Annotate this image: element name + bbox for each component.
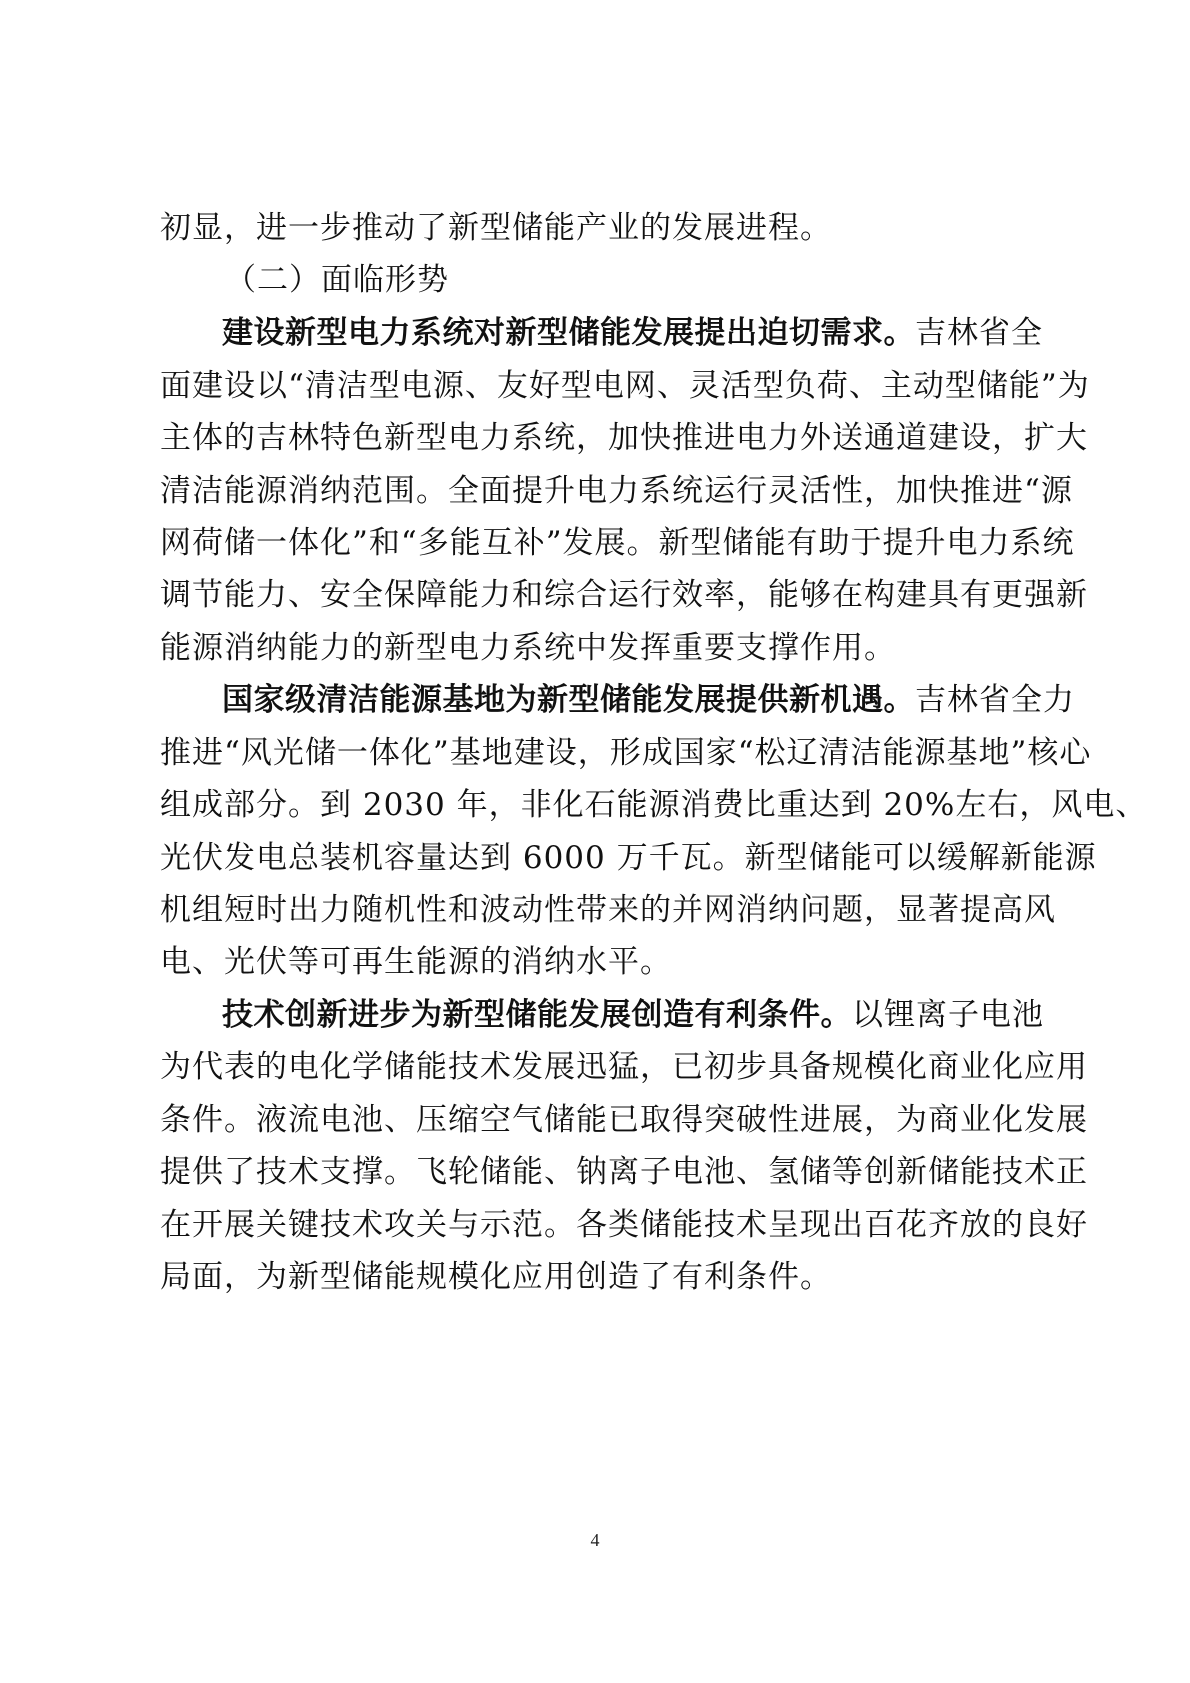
page-number: 4: [590, 1530, 600, 1550]
paragraph-3-line-3: 提供了技术支撑。飞轮储能、钠离子电池、氢储等创新储能技术正: [160, 1154, 1088, 1190]
paragraph-3-line-0: 以锂离子电池: [852, 997, 1044, 1033]
paragraph-3-line-4: 在开展关键技术攻关与示范。各类储能技术呈现出百花齐放的良好: [160, 1207, 1088, 1243]
paragraph-3-bold-lead: 技术创新进步为新型储能发展创造有利条件。: [222, 997, 852, 1033]
paragraph-3-line-5: 局面，为新型储能规模化应用创造了有利条件。: [160, 1259, 832, 1295]
paragraph-2-first-line: [222, 672, 1075, 728]
paragraph-1-bold-lead: 建设新型电力系统对新型储能发展提出迫切需求。: [222, 315, 915, 351]
paragraph-1-line-2: 主体的吉林特色新型电力系统，加快推进电力外送通道建设，扩大: [160, 420, 1088, 456]
paragraph-2-line-4: 机组短时出力随机性和波动性带来的并网消纳问题，显著提高风: [160, 892, 1056, 928]
paragraph-2-line-5: 电、光伏等可再生能源的消纳水平。: [160, 944, 672, 980]
paragraph-1-line-3: 清洁能源消纳范围。全面提升电力系统运行灵活性，加快推进“源: [160, 473, 1073, 509]
paragraph-3-line-2: 条件。液流电池、压缩空气储能已取得突破性进展，为商业化发展: [160, 1102, 1088, 1138]
paragraph-2-line-0: 吉林省全力: [915, 682, 1075, 718]
paragraph-3-line-1: 为代表的电化学储能技术发展迅猛，已初步具备规模化商业化应用: [160, 1049, 1088, 1085]
section-heading: （二）面临形势: [225, 262, 449, 298]
paragraph-1-line-4: 网荷储一体化”和“多能互补”发展。新型储能有助于提升电力系统: [160, 525, 1075, 561]
paragraph-2-line-2: 组成部分。到 2030 年，非化石能源消费比重达到 20%左右，风电、: [160, 787, 1148, 823]
paragraph-1-line-6: 能源消纳能力的新型电力系统中发挥重要支撑作用。: [160, 630, 896, 666]
paragraph-1-line-5: 调节能力、安全保障能力和综合运行效率，能够在构建具有更强新: [160, 577, 1088, 613]
paragraph-1-line-1: 面建设以“清洁型电源、友好型电网、灵活型负荷、主动型储能”为: [160, 368, 1090, 404]
paragraph-1-first-line: [222, 305, 1043, 361]
paragraph-3-first-line: [222, 987, 1044, 1043]
paragraph-2-line-1: 推进“风光储一体化”基地建设，形成国家“松辽清洁能源基地”核心: [160, 735, 1092, 771]
intro-line: 初显，进一步推动了新型储能产业的发展进程。: [160, 210, 832, 246]
paragraph-1-line-0: 吉林省全: [915, 315, 1043, 351]
paragraph-2-bold-lead: 国家级清洁能源基地为新型储能发展提供新机遇。: [222, 682, 915, 718]
paragraph-2-line-3: 光伏发电总装机容量达到 6000 万千瓦。新型储能可以缓解新能源: [160, 840, 1097, 876]
